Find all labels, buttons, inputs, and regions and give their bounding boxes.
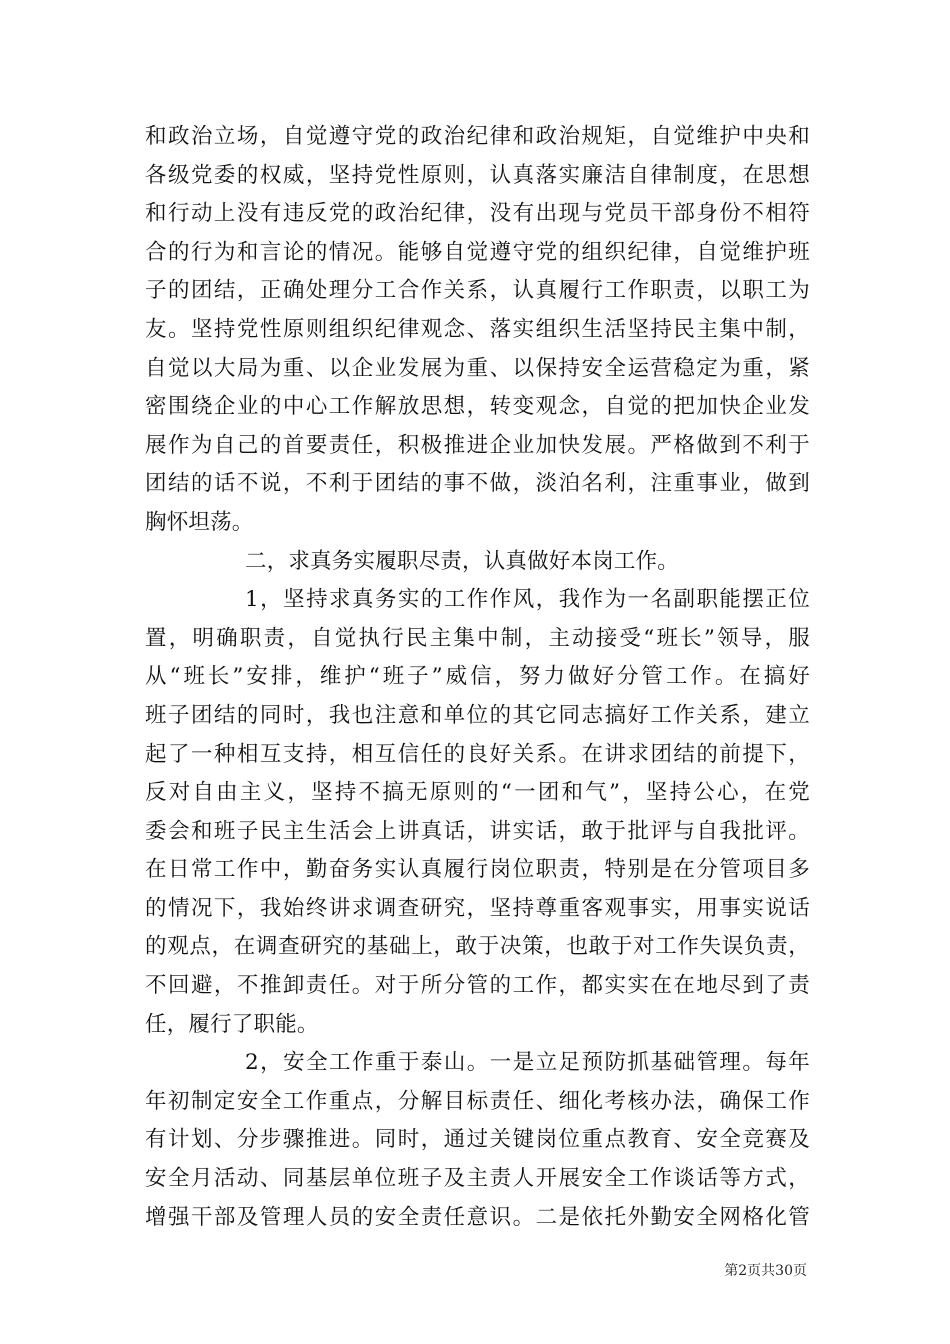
text-line: 不回避，不推卸责任。对于所分管的工作，都实实在在地尽到了责 xyxy=(145,973,810,999)
text-line: 委会和班子民主生活会上讲真话，讲实话，敢于批评与自我批评。 xyxy=(145,818,810,844)
text-line: 的情况下，我始终讲求调查研究，坚持尊重客观事实，用事实说话 xyxy=(145,895,810,921)
text-line: 的观点，在调查研究的基础上，敢于决策，也敢于对工作失误负责， xyxy=(145,934,810,960)
page-number-footer: 第2页共30页 xyxy=(724,1263,807,1279)
text-line: 起了一种相互支持，相互信任的良好关系。在讲求团结的前提下， xyxy=(145,741,810,767)
text-line: 1，坚持求真务实的工作作风，我作为一名副职能摆正位 xyxy=(245,587,810,613)
text-line: 展作为自己的首要责任，积极推进企业加快发展。严格做到不利于 xyxy=(145,432,810,458)
text-line: 安全月活动、同基层单位班子及主责人开展安全工作谈话等方式， xyxy=(145,1166,810,1192)
body-text xyxy=(145,118,810,1237)
text-line: 子的团结，正确处理分工合作关系，认真履行工作职责，以职工为 xyxy=(145,278,810,304)
text-line: 密围绕企业的中心工作解放思想，转变观念，自觉的把加快企业发 xyxy=(145,394,810,420)
text-line: 自觉以大局为重、以企业发展为重、以保持安全运营稳定为重，紧 xyxy=(145,355,810,381)
text-line: 置，明确职责，自觉执行民主集中制，主动接受“班长”领导，服 xyxy=(145,625,810,651)
text-line: 有计划、分步骤推进。同时，通过关键岗位重点教育、安全竞赛及 xyxy=(145,1127,810,1153)
text-line: 从“班长”安排，维护“班子”威信，努力做好分管工作。在搞好 xyxy=(145,664,810,690)
text-line: 团结的话不说，不利于团结的事不做，淡泊名利，注重事业，做到 xyxy=(145,471,810,497)
text-line: 和行动上没有违反党的政治纪律，没有出现与党员干部身份不相符 xyxy=(145,201,810,227)
text-line: 胸怀坦荡。 xyxy=(145,509,254,535)
text-line: 年初制定安全工作重点，分解目标责任、细化考核办法，确保工作 xyxy=(145,1088,810,1114)
text-line: 2，安全工作重于泰山。一是立足预防抓基础管理。每年 xyxy=(245,1050,810,1076)
text-line: 班子团结的同时，我也注意和单位的其它同志搞好工作关系，建立 xyxy=(145,702,810,728)
text-line: 友。坚持党性原则组织纪律观念、落实组织生活坚持民主集中制， xyxy=(145,316,810,342)
text-line: 各级党委的权威，坚持党性原则，认真落实廉洁自律制度，在思想 xyxy=(145,162,810,188)
text-line: 增强干部及管理人员的安全责任意识。二是依托外勤安全网格化管 xyxy=(145,1204,810,1230)
text-line: 反对自由主义，坚持不搞无原则的“一团和气”，坚持公心，在党 xyxy=(145,780,810,806)
text-line: 任，履行了职能。 xyxy=(145,1011,319,1037)
section-heading: 二，求真务实履职尽责，认真做好本岗工作。 xyxy=(245,548,680,574)
text-line: 和政治立场，自觉遵守党的政治纪律和政治规矩，自觉维护中央和 xyxy=(145,124,810,149)
text-line: 合的行为和言论的情况。能够自觉遵守党的组织纪律，自觉维护班 xyxy=(145,239,810,265)
text-line: 在日常工作中，勤奋务实认真履行岗位职责，特别是在分管项目多 xyxy=(145,857,810,883)
